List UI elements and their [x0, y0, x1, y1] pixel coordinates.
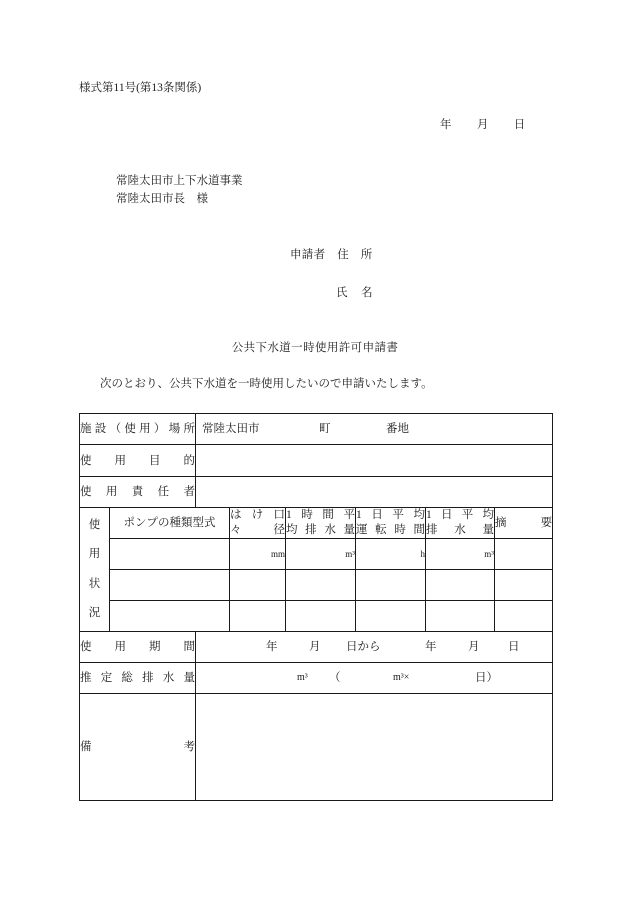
label-char: 総 — [121, 672, 133, 684]
pump-type-cell — [110, 601, 230, 632]
application-table — [79, 413, 553, 801]
remarks-cell — [495, 601, 553, 632]
usage-period-value — [196, 632, 552, 662]
responsible-person-label-cell — [80, 477, 196, 508]
usage-period-label — [80, 640, 195, 654]
label-char: 平 — [461, 509, 474, 521]
daily-operation-time-cell — [356, 601, 426, 632]
label-char: 径 — [273, 524, 285, 536]
daily-volume-times: m³× — [393, 672, 410, 683]
remarks-cell — [495, 539, 553, 570]
label-char: 々 — [230, 524, 242, 536]
notes-label — [80, 740, 195, 754]
label-char: 均 — [413, 509, 425, 521]
label-char: 使 — [80, 486, 92, 498]
daily-discharge-header-line2 — [426, 523, 494, 538]
label-char: 目 — [149, 454, 161, 467]
estimated-total-discharge-row — [80, 663, 553, 694]
label-char: 水 — [454, 524, 466, 536]
daily-discharge-cell — [426, 570, 495, 601]
usage-period-row — [80, 632, 553, 663]
label-char: 的 — [183, 454, 195, 467]
outlet-diameter-cell — [230, 570, 286, 601]
usage-status-row — [80, 570, 553, 601]
label-char: け — [251, 509, 264, 521]
pump-type-cell — [110, 570, 230, 601]
city-name: 常陸太田市 — [202, 423, 260, 435]
label-char: 用 — [114, 454, 126, 467]
daily-operation-time-header-line1 — [356, 508, 425, 523]
facility-location-label — [80, 422, 195, 436]
hourly-discharge-cell — [286, 570, 356, 601]
daily-operation-time-cell — [356, 570, 426, 601]
usage-status-label: 使用状況 — [88, 518, 101, 619]
outlet-diameter-cell — [230, 601, 286, 632]
total-volume-unit: m³ — [297, 672, 308, 683]
document-title: 公共下水道一時使用許可申請書 — [231, 342, 399, 354]
end-month-label: 月 — [468, 641, 480, 653]
usage-status-label-cell — [80, 508, 110, 632]
applicant-address-label: 申請者 住 所 — [290, 249, 373, 261]
label-char: 時 — [394, 524, 406, 536]
start-month-label: 月 — [309, 641, 321, 653]
label-char: 量 — [482, 524, 494, 536]
label-char: 責 — [131, 486, 144, 498]
label-char: 施 — [80, 423, 92, 435]
purpose-row — [80, 445, 553, 477]
label-char: 備 — [80, 741, 92, 753]
label-char: 転 — [375, 524, 387, 536]
daily-operation-time-header-line2 — [356, 523, 425, 538]
pump-type-header — [110, 508, 230, 539]
label-char: 水 — [324, 524, 336, 536]
responsible-person-value-cell — [196, 477, 553, 508]
estimated-total-discharge-label — [80, 671, 195, 685]
addressee-title: 常陸太田市長 様 — [116, 193, 208, 205]
cubic-meter-unit: m³ — [484, 548, 494, 559]
facility-location-value — [196, 414, 552, 444]
daily-discharge-header-line1 — [426, 508, 494, 523]
daily-operation-time-header — [356, 508, 426, 539]
label-char: 1 — [286, 509, 292, 521]
usage-period-label-cell — [80, 632, 196, 663]
facility-location-value-cell — [196, 414, 553, 445]
label-char: 均 — [286, 524, 298, 536]
label-char: 用 — [105, 486, 118, 498]
label-char: 要 — [540, 517, 553, 529]
start-year-label: 年 — [266, 641, 278, 653]
start-day-label: 日から — [346, 641, 381, 653]
date-line: 年 月 日 — [440, 119, 527, 131]
cubic-meter-unit: m³ — [345, 548, 355, 559]
label-char: 設 — [94, 423, 107, 435]
outlet-diameter-header-line2 — [230, 523, 285, 538]
label-char: 運 — [356, 524, 368, 536]
notes-label-cell — [80, 694, 196, 801]
label-char: 場 — [168, 423, 181, 435]
purpose-value-cell — [196, 445, 553, 477]
facility-location-label-cell — [80, 414, 196, 445]
addressee-organization: 常陸太田市上下水道事業 — [116, 175, 243, 187]
label-char: 水 — [162, 672, 175, 684]
label-char: 用 — [139, 423, 151, 435]
hour-unit: h — [420, 548, 425, 559]
hourly-discharge-header — [286, 508, 356, 539]
open-paren: （ — [329, 672, 341, 684]
estimated-total-discharge-value — [196, 663, 552, 693]
label-char: 排 — [305, 524, 317, 536]
millimeter-unit: mm — [270, 548, 285, 559]
label-char: 平 — [392, 509, 404, 521]
label-char: ） — [153, 423, 166, 435]
label-char: 量 — [343, 524, 355, 536]
outlet-diameter-header-line1 — [230, 508, 285, 523]
label-char: 排 — [142, 672, 154, 684]
remarks-header-text — [495, 516, 552, 530]
hourly-discharge-cell — [286, 601, 356, 632]
remarks-header — [495, 508, 553, 539]
label-char: 間 — [322, 509, 334, 521]
pump-type-cell — [110, 539, 230, 570]
responsible-person-label — [80, 485, 195, 499]
label-char: 摘 — [495, 517, 507, 529]
pump-type-header-text: ポンプの種類型式 — [123, 517, 216, 529]
remarks-cell — [495, 570, 553, 601]
hourly-discharge-header-line2 — [286, 523, 355, 538]
daily-discharge-cell — [426, 539, 495, 570]
form-number: 様式第11号(第13条関係) — [79, 82, 202, 94]
label-char: 使 — [80, 454, 92, 467]
label-char: （ — [109, 423, 122, 435]
label-char: 排 — [426, 524, 438, 536]
daily-discharge-header — [426, 508, 495, 539]
hourly-discharge-header-line1 — [286, 508, 355, 523]
hourly-discharge-cell — [286, 539, 356, 570]
label-char: 使 — [80, 641, 92, 653]
days-close-paren: 日） — [475, 672, 498, 684]
label-char: 量 — [183, 672, 195, 684]
notes-value-cell — [196, 694, 553, 801]
outlet-diameter-cell — [230, 539, 286, 570]
usage-status-row — [80, 539, 553, 570]
intro-text: 次のとおり、公共下水道を一時使用したいので申請いたします。 — [100, 378, 433, 390]
purpose-label — [80, 454, 195, 468]
end-year-label: 年 — [425, 641, 437, 653]
label-char: 時 — [301, 509, 313, 521]
label-char: 1 — [426, 509, 432, 521]
label-char: 均 — [482, 509, 494, 521]
label-char: 日 — [371, 509, 383, 521]
label-char: 平 — [343, 509, 355, 521]
label-char: 口 — [273, 509, 285, 521]
purpose-label-cell — [80, 445, 196, 477]
notes-row — [80, 694, 553, 801]
label-char: 任 — [157, 486, 170, 498]
end-day-label: 日 — [508, 641, 520, 653]
usage-status-row — [80, 601, 553, 632]
usage-period-value-cell — [196, 632, 553, 663]
label-char: 考 — [183, 741, 195, 753]
label-char: 期 — [149, 641, 161, 653]
outlet-diameter-header — [230, 508, 286, 539]
label-char: 定 — [100, 672, 113, 684]
daily-discharge-cell — [426, 601, 495, 632]
daily-operation-time-cell — [356, 539, 426, 570]
label-char: 者 — [183, 486, 195, 498]
label-char: 間 — [413, 524, 425, 536]
town-suffix: 町 — [319, 423, 331, 435]
label-char: 用 — [114, 641, 126, 653]
estimated-total-discharge-label-cell — [80, 663, 196, 694]
label-char: 日 — [441, 509, 453, 521]
applicant-name-label: 氏 名 — [336, 287, 374, 299]
lot-number-suffix: 番地 — [386, 423, 409, 435]
facility-location-row — [80, 414, 553, 445]
label-char: 1 — [356, 509, 362, 521]
label-char: 間 — [183, 641, 195, 653]
responsible-person-row — [80, 477, 553, 508]
label-char: 推 — [80, 672, 92, 684]
label-char: 使 — [124, 423, 136, 435]
estimated-total-discharge-value-cell — [196, 663, 553, 694]
label-char: は — [230, 509, 242, 521]
label-char: 所 — [183, 423, 195, 435]
usage-status-header-row — [80, 508, 553, 539]
